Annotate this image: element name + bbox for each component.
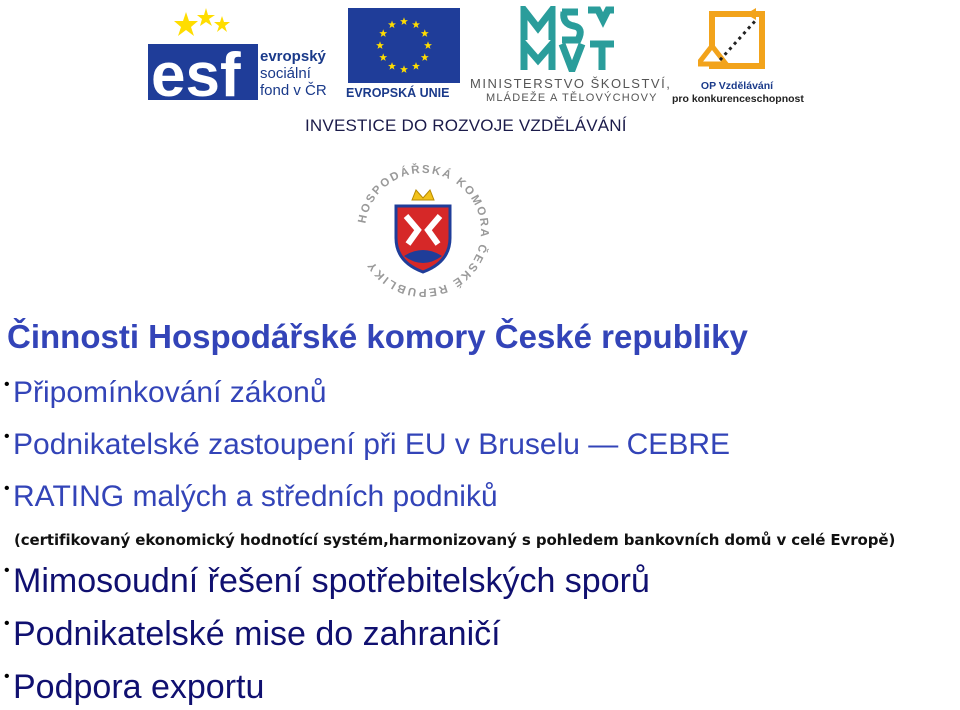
bullet-item <box>4 562 650 601</box>
svg-text:esf: esf <box>151 41 241 100</box>
esf-mark-icon <box>148 8 258 100</box>
op-line-1: OP Vzdělávání <box>700 80 774 92</box>
bullet-item <box>4 480 498 514</box>
seal-text: HOSPODÁŘSKÁ KOMORA ČESKÉ REPUBLIKY <box>356 163 491 299</box>
chamber-seal-icon <box>352 160 494 302</box>
op-mark-icon <box>698 6 776 78</box>
bullet-glyph: • <box>4 428 10 445</box>
esf-line-3: fond v ČR <box>260 82 327 99</box>
bullet-glyph: • <box>4 480 10 497</box>
logo-header <box>0 0 960 110</box>
bullet-item <box>4 668 264 707</box>
msmt-logo <box>470 6 672 106</box>
bullet-text: Připomínkování zákonů <box>13 376 327 409</box>
bullet-text: Podpora exportu <box>13 668 265 706</box>
esf-text <box>260 48 327 99</box>
bullet-text: Podnikatelské zastoupení při EU v Bruselu — CEBRE <box>13 428 730 461</box>
esf-line-1: evropský <box>260 48 326 65</box>
eu-flag-icon <box>348 8 460 83</box>
bullet-glyph: • <box>4 615 10 632</box>
bullet-glyph: • <box>4 668 10 685</box>
msmt-line-2: MLÁDEŽE A TĚLOVÝCHOVY <box>486 92 658 104</box>
eu-logo <box>346 8 462 103</box>
bullet-text: Podnikatelské mise do zahraničí <box>13 615 501 653</box>
op-logo <box>672 6 802 106</box>
bullet-text: Mimosoudní řešení spotřebitelských sporů <box>13 562 650 600</box>
esf-logo <box>148 8 338 103</box>
bullet-item <box>4 615 501 654</box>
bullet-text: RATING malých a středních podniků <box>13 480 498 513</box>
msmt-mark-icon <box>518 6 618 72</box>
tagline: INVESTICE DO ROZVOJE VZDĚLÁVÁNÍ <box>305 116 627 135</box>
slide-title: Činnosti Hospodářské komory České republiky <box>7 318 748 355</box>
esf-line-2: sociální <box>260 65 311 82</box>
eu-label: EVROPSKÁ UNIE <box>346 86 450 100</box>
op-line-2: pro konkurenceschopnost <box>672 93 804 105</box>
msmt-line-1: MINISTERSTVO ŠKOLSTVÍ, <box>470 76 672 91</box>
bullet-item <box>4 376 327 410</box>
bullet-item <box>4 428 730 462</box>
bullet-glyph: • <box>4 562 10 579</box>
bullet-glyph: • <box>4 376 10 393</box>
rating-note: (certifikovaný ekonomický hodnotící systém,harmonizovaný s pohledem bankovních domů v celé Evropě) <box>14 531 896 549</box>
